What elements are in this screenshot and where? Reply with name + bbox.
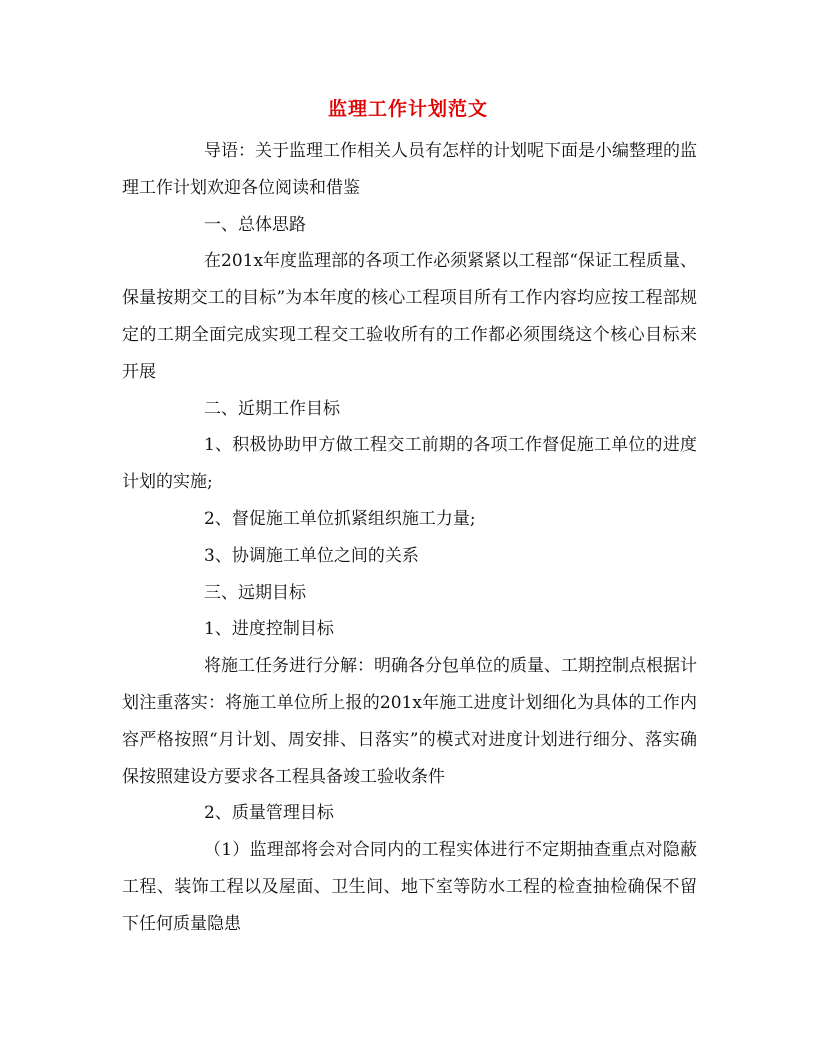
section-heading-long-term: 三、远期目标 xyxy=(204,582,306,603)
near-term-item-3: 3、协调施工单位之间的关系 xyxy=(204,545,419,566)
overall-plan-paragraph: 在201x年度监理部的各项工作必须紧紧以工程部“保证工程质量、保量按期交工的目标”为本年度的核心工程项目所有工作内容均应按工程部规定的工期全面完成实现工程交工验收所有的工作都必须围绕这个核心目标来开展 xyxy=(122,251,697,382)
intro-paragraph: 导语：关于监理工作相关人员有怎样的计划呢下面是小编整理的监理工作计划欢迎各位阅读和借鉴 xyxy=(122,141,697,198)
section-heading-near-term: 二、近期工作目标 xyxy=(204,398,340,419)
near-term-item-1: 1、积极协助甲方做工程交工前期的各项工作督促施工单位的进度计划的实施; xyxy=(122,435,697,493)
document-title: 监理工作计划范文 xyxy=(327,98,488,120)
near-term-item-2: 2、督促施工单位抓紧组织施工力量; xyxy=(204,508,476,529)
progress-control-paragraph: 将施工任务进行分解：明确各分包单位的质量、工期控制点根据计划注重落实：将施工单位所上报的201x年施工进度计划细化为具体的工作内容严格按照“月计划、周安排、日落实”的模式对进度计划进行细分、落实确保按照建设方要求各工程具备竣工验收条件 xyxy=(122,656,697,787)
subheading-quality-management: 2、质量管理目标 xyxy=(204,803,334,824)
section-heading-overall: 一、总体思路 xyxy=(204,214,306,235)
quality-management-paragraph-1: （1）监理部将会对合同内的工程实体进行不定期抽查重点对隐蔽工程、装饰工程以及屋面、卫生间、地下室等防水工程的检查抽检确保不留下任何质量隐患 xyxy=(122,840,697,934)
document-body xyxy=(122,133,697,943)
subheading-progress-control: 1、进度控制目标 xyxy=(204,619,334,640)
